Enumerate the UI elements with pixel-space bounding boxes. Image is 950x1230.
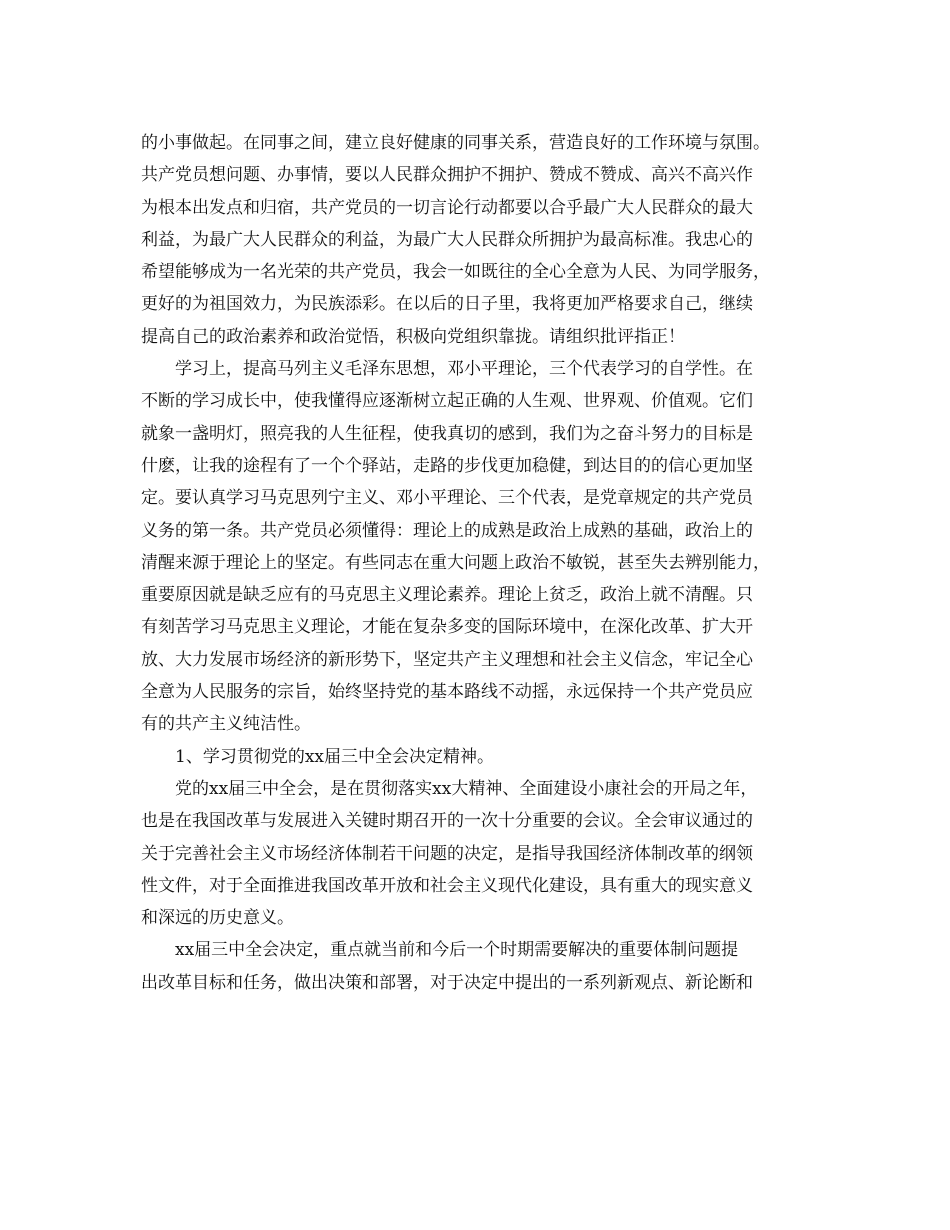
text-line: 更好的为祖国效力，为民族添彩。在以后的日子里，我将更加严格要求自己，继续: [141, 294, 753, 315]
text-line: 义务的第一条。共产党员必须懂得：理论上的成熟是政治上成熟的基础，政治上的: [141, 520, 753, 541]
text-line: 有刻苦学习马克思主义理论，才能在复杂多变的国际环境中，在深化改革、扩大开: [141, 617, 753, 638]
text-line: 有的共产主义纯洁性。: [141, 714, 311, 735]
text-line: 1、学习贯彻党的xx届三中全会决定精神。: [141, 746, 494, 767]
text-line: 的小事做起。在同事之间，建立良好健康的同事关系，营造良好的工作环境与氛围。: [141, 133, 770, 153]
text-line: 重要原因就是缺乏应有的马克思主义理论素养。理论上贫乏，政治上就不清醒。只: [141, 585, 753, 606]
text-line: 为根本出发点和归宿，共产党员的一切言论行动都要以合乎最广大人民群众的最大: [141, 197, 753, 218]
text-line: 清醒来源于理论上的坚定。有些同志在重大问题上政治不敏锐，甚至失去辨别能力，: [141, 552, 770, 573]
text-line: 性文件，对于全面推进我国改革开放和社会主义现代化建设，具有重大的现实意义: [141, 875, 753, 896]
text-line: 放、大力发展市场经济的新形势下，坚定共产主义理想和社会主义信念，牢记全心: [141, 649, 753, 670]
text-line: 和深远的历史意义。: [141, 908, 294, 929]
text-line: 党的xx届三中全会，是在贯彻落实xx大精神、全面建设小康社会的开局之年，: [141, 778, 758, 799]
text-line: 定。要认真学习马克思列宁主义、邓小平理论、三个代表，是党章规定的共产党员: [141, 488, 753, 509]
text-line: 出改革目标和任务，做出决策和部署，对于决定中提出的一系列新观点、新论断和: [141, 972, 753, 993]
document-body: [141, 127, 817, 999]
text-line: 利益，为最广大人民群众的利益，为最广大人民群众所拥护为最高标准。我忠心的: [141, 229, 753, 250]
text-line: 全意为人民服务的宗旨，始终坚持党的基本路线不动摇，永远保持一个共产党员应: [141, 682, 753, 703]
text-line: xx届三中全会决定，重点就当前和今后一个时期需要解决的重要体制问题提: [141, 940, 739, 961]
text-line: 希望能够成为一名光荣的共产党员，我会一如既往的全心全意为人民、为同学服务，: [141, 262, 770, 283]
text-line: 也是在我国改革与发展进入关键时期召开的一次十分重要的会议。全会审议通过的: [141, 811, 753, 832]
text-line: 共产党员想问题、办事情，要以人民群众拥护不拥护、赞成不赞成、高兴不高兴作: [141, 165, 753, 186]
text-line: 什麽，让我的途程有了一个个驿站，走路的步伐更加稳健，到达目的的信心更加坚: [141, 455, 753, 476]
text-line: 不断的学习成长中，使我懂得应逐渐树立起正确的人生观、世界观、价值观。它们: [141, 391, 753, 412]
text-line: 就象一盏明灯，照亮我的人生征程，使我真切的感到，我们为之奋斗努力的目标是: [141, 423, 753, 444]
text-line: 学习上，提高马列主义毛泽东思想，邓小平理论，三个代表学习的自学性。在: [141, 359, 753, 380]
text-line: 关于完善社会主义市场经济体制若干问题的决定，是指导我国经济体制改革的纲领: [141, 843, 753, 864]
text-line: 提高自己的政治素养和政治觉悟，积极向党组织靠拢。请组织批评指正！: [141, 326, 685, 347]
